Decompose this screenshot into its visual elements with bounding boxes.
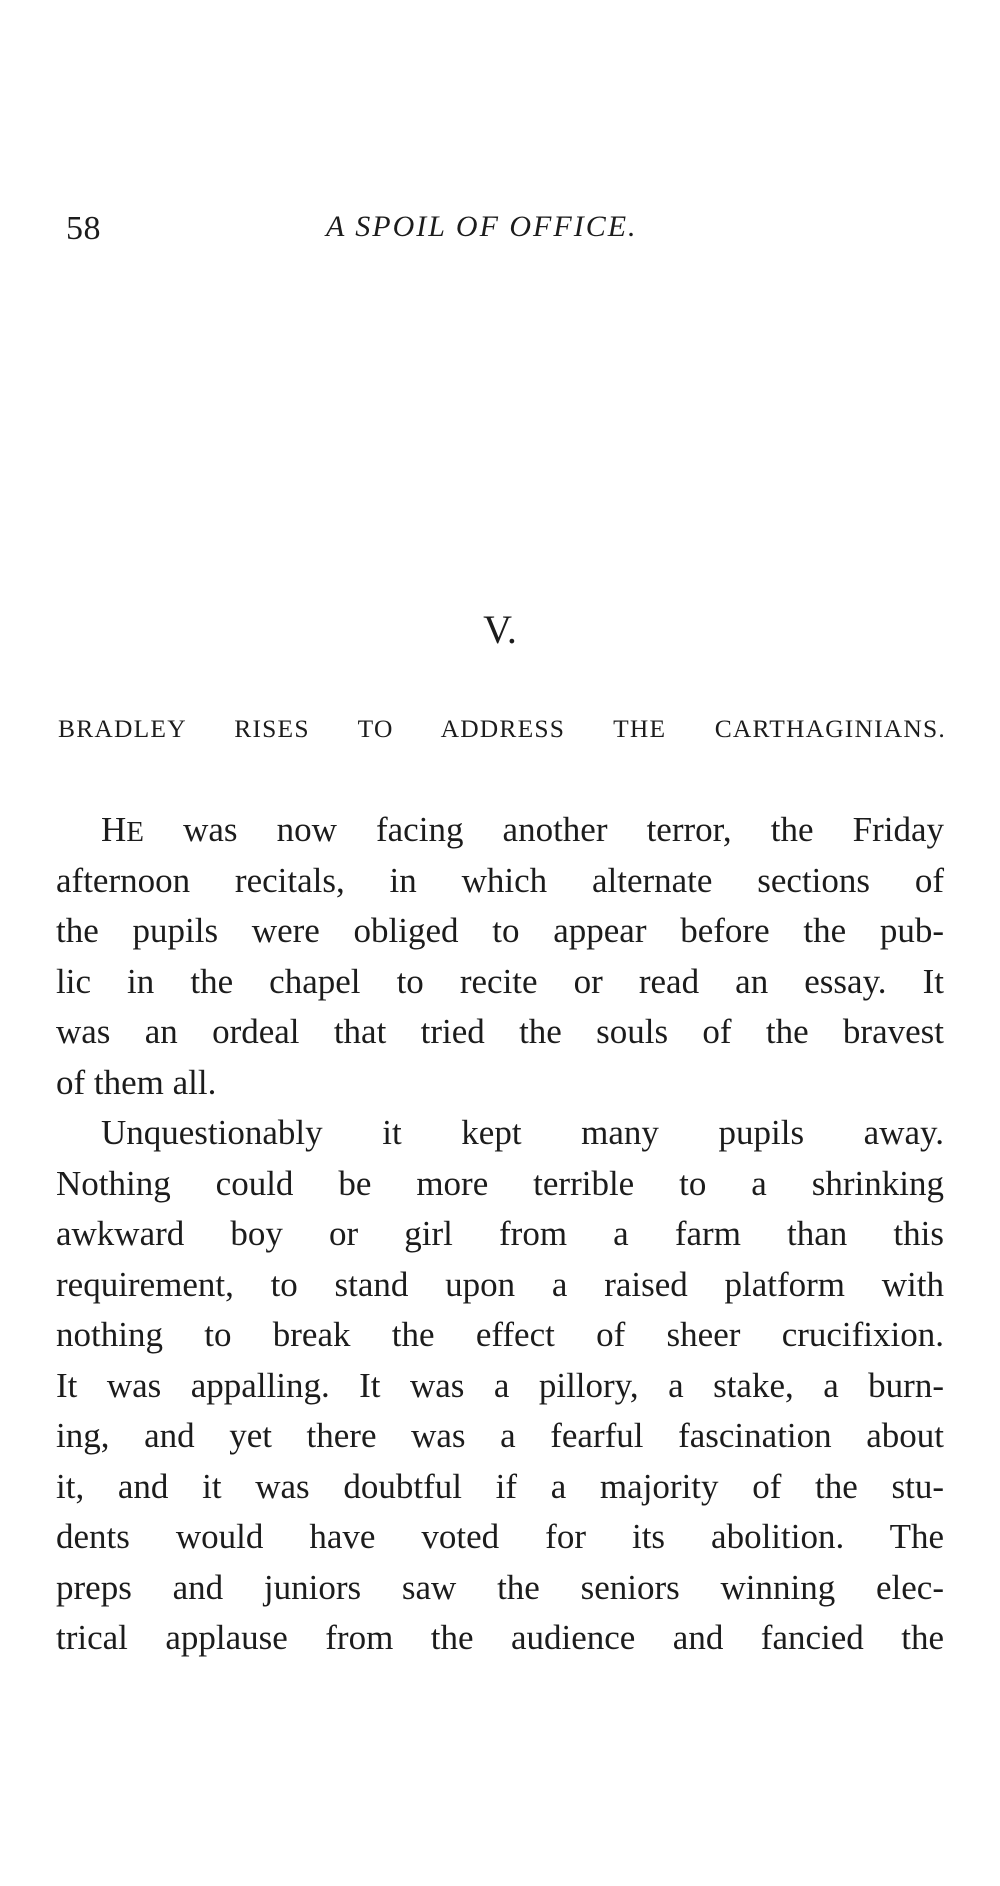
paragraph-1-line-5: was an ordeal that tried the souls of the bravest: [56, 1012, 944, 1051]
chapter-number: V.: [483, 607, 517, 652]
paragraph-2-line-7: ing, and yet there was a fearful fascination about: [56, 1416, 944, 1455]
paragraph-2-line-11: trical applause from the audience and fancied the: [56, 1618, 944, 1657]
paragraph-1-line-6: of them all.: [56, 1062, 217, 1102]
chapter-title: BRADLEY RISES TO ADDRESS THE CARTHAGINIANS.: [58, 714, 946, 743]
paragraph-1-line-4: lic in the chapel to recite or read an essay. It: [56, 961, 944, 1001]
drop-capital: H: [101, 810, 127, 849]
paragraph-2-line-5: nothing to break the effect of sheer crucifixion.: [56, 1315, 944, 1354]
paragraph-2-line-4: requirement, to stand upon a raised platform with: [56, 1264, 944, 1304]
paragraph-2-line-9: dents would have voted for its abolition. The: [56, 1517, 944, 1556]
running-title: A SPOIL OF OFFICE.: [326, 210, 638, 243]
body-text: [56, 805, 944, 1664]
running-head: [66, 210, 942, 260]
paragraph-2-line-2: Nothing could be more terrible to a shrinking: [56, 1163, 944, 1203]
paragraph-1-line-2: afternoon recitals, in which alternate sections of: [56, 860, 944, 900]
paragraph-1-line-3: the pupils were obliged to appear before the pub-: [56, 911, 944, 950]
paragraph-2-line-3: awkward boy or girl from a farm than this: [56, 1214, 944, 1253]
paragraph-1-line-1: [56, 805, 944, 856]
paragraph-2-line-8: it, and it was doubtful if a majority of the stu-: [56, 1466, 944, 1506]
small-caps-letters: E: [126, 816, 144, 848]
paragraph-2-line-10: preps and juniors saw the seniors winning elec-: [56, 1567, 944, 1607]
paragraph-2-line-1: Unquestionably it kept many pupils away.: [101, 1113, 944, 1152]
page-number: 58: [66, 210, 101, 247]
line-text: was now facing another terror, the Friday: [144, 810, 944, 849]
paragraph-2-line-6: It was appalling. It was a pillory, a stake, a burn-: [56, 1365, 944, 1405]
